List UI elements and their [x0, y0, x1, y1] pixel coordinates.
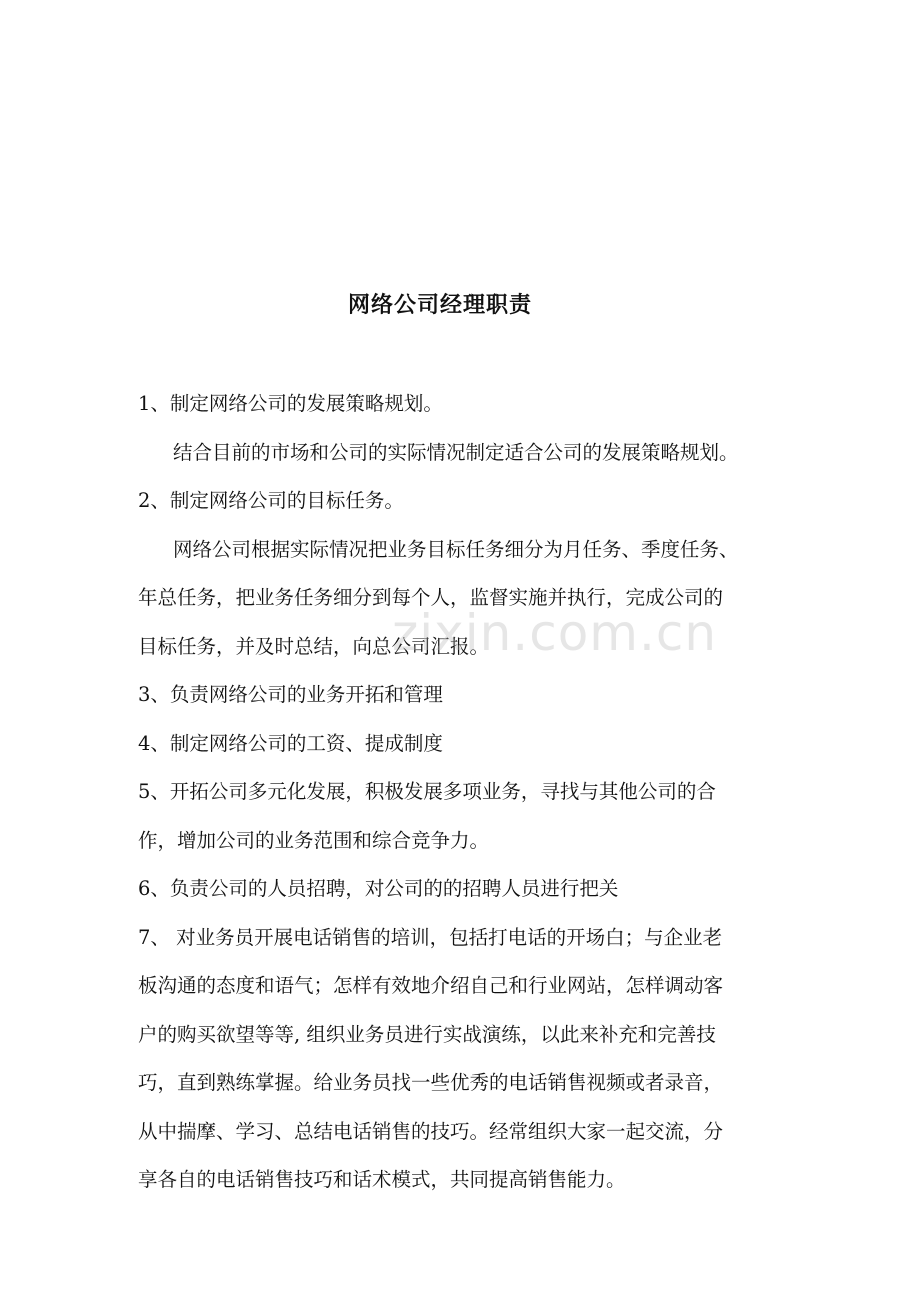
document-title: 网络公司经理职责: [347, 292, 532, 318]
watermark: zixin.com.cn: [392, 604, 718, 662]
text-line: 2、制定网络公司的目标任务。: [138, 489, 404, 512]
text-line: 户的购买欲望等等, 组织业务员进行实战演练，以此来补充和完善技: [138, 1022, 716, 1046]
text-line: 目标任务，并及时总结，向总公司汇报。: [138, 634, 490, 658]
document-body: [138, 380, 798, 1205]
text-line: 从中揣摩、学习、总结电话销售的技巧。经常组织大家一起交流，分: [138, 1119, 724, 1143]
text-line: 巧，直到熟练掌握。给业务员找一些优秀的电话销售视频或者录音，: [138, 1071, 724, 1094]
text-line: 享各自的电话销售技巧和话术模式，共同提高销售能力。: [138, 1168, 626, 1191]
text-line: 1、制定网络公司的发展策略规划。: [138, 392, 443, 415]
text-line: 网络公司根据实际情况把业务目标任务细分为月任务、季度任务、: [173, 537, 739, 561]
text-line: 6、负责公司的人员招聘，对公司的的招聘人员进行把关: [138, 877, 619, 900]
text-line: 板沟通的态度和语气；怎样有效地介绍自己和行业网站，怎样调动客: [138, 974, 724, 997]
text-line: 4、制定网络公司的工资、提成制度: [138, 731, 443, 755]
text-line: 年总任务，把业务任务细分到每个人，监督实施并执行，完成公司的: [138, 586, 724, 609]
text-line: 5、开拓公司多元化发展，积极发展多项业务，寻找与其他公司的合: [138, 780, 716, 803]
text-line: 作，增加公司的业务范围和综合竞争力。: [138, 828, 490, 852]
text-line: 3、负责网络公司的业务开拓和管理: [138, 683, 443, 706]
text-line: 7、 对业务员开展电话销售的培训，包括打电话的开场白；与企业老: [138, 925, 723, 949]
text-line: 结合目前的市场和公司的实际情况制定适合公司的发展策略规划。: [173, 440, 739, 464]
